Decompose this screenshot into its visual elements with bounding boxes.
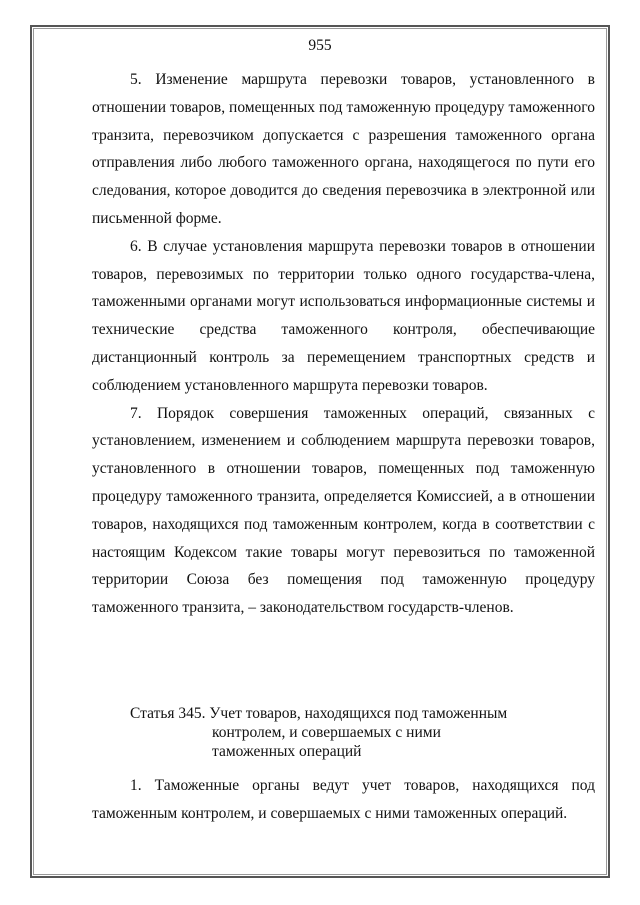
article-body [92,772,595,828]
paragraph-7: 7. Порядок совершения таможенных операций, связанных с установлением, изменением и соблюдением маршрута перевозки товаров, установленного в отношении товаров, помещенных под таможенную процедуру таможенного транзита, определяется Комиссией, а в отношении товаров, находящихся под таможенным контролем, когда в соответствии с настоящим Кодексом такие товары могут перевозиться по таможенной территории Союза без помещения под таможенную процедуру таможенного транзита, – законодательством государств-членов. [92,404,595,617]
article-heading-line2: контролем, и совершаемых с ними [212,724,441,741]
article-heading [130,704,570,761]
article-paragraph-1: 1. Таможенные органы ведут учет товаров, находящихся под таможенным контролем, и совершаемых с ними таможенных операций. [92,777,595,822]
page-number: 955 [308,37,332,54]
article-heading-line3: таможенных операций [212,743,362,760]
body-text [92,66,595,622]
paragraph-5: 5. Изменение маршрута перевозки товаров, установленного в отношении товаров, помещенных под таможенную процедуру таможенного транзита, перевозчиком допускается с разрешения таможенного органа отправления либо любого таможенного органа, находящегося по пути его следования, которое доводится до сведения перевозчика в электронной или письменной форме. [92,71,595,227]
article-heading-line1: Статья 345. Учет товаров, находящихся под таможенным [130,705,508,722]
paragraph-6: 6. В случае установления маршрута перевозки товаров в отношении товаров, перевозимых по территории только одного государства-члена, таможенными органами могут использоваться информационные системы и технические средства таможенного контроля, обеспечивающие дистанционный контроль за перемещением транспортных средств и соблюдением установленного маршрута перевозки товаров. [92,237,595,394]
